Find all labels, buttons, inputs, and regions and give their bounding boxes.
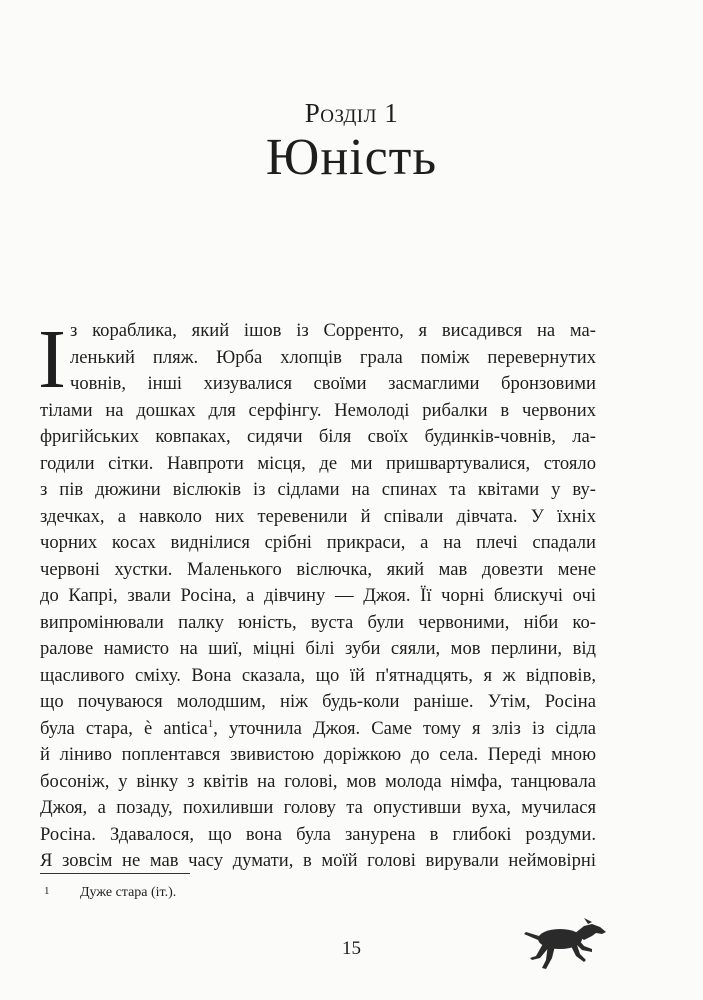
text-line: ленький пляж. Юрба хлопців грала поміж перевернутих — [70, 346, 596, 368]
text-line: з кораблика, який ішов із Сорренто, я висадився на ма- — [70, 320, 596, 341]
chapter-label: Розділ 1 — [304, 98, 399, 128]
text-fragment: була стара, è antica — [40, 717, 208, 739]
footnote-rule — [40, 873, 190, 874]
text-line: босоніж, у вінку з квітів на голові, мов молода німфа, танцювала — [40, 770, 596, 792]
text-line: Я зовсім не мав часу думати, в моїй голові вирували неймовірні — [40, 850, 596, 871]
page-number: 15 — [342, 938, 361, 959]
footnote-number: 1 — [44, 885, 50, 897]
text-line: здечках, а навколо них теревенили й співали дівчата. У їхніх — [40, 505, 596, 527]
footnote — [44, 885, 176, 901]
chapter-title: Юність — [265, 129, 438, 186]
text-line: тілами на дошках для серфінгу. Немолоді рибалки в червоних — [40, 399, 596, 421]
text-line: годили сітки. Навпроти місця, де ми пришвартувалися, стояло — [40, 452, 596, 474]
text-line: човнів, інші хизувалися своїми засмаглими бронзовими — [70, 373, 596, 394]
text-line: з пів дюжини віслюків із сідлами на спинах та квітами у ву- — [40, 479, 596, 500]
text-line: до Капрі, звали Росіна, а дівчину — Джоя. Її чорні блискучі очі — [40, 585, 596, 606]
dropcap: І — [38, 313, 66, 406]
text-line: що почуваюся молодшим, ніж будь-коли раніше. Утім, Росіна — [40, 691, 596, 712]
body-text — [38, 313, 596, 875]
running-dog-icon — [522, 912, 610, 974]
text-line: й ліниво поплентався звивистою доріжкою до села. Переді мною — [40, 744, 596, 765]
text-line: чорних косах виднілися срібні прикраси, а на плечі спадали — [40, 532, 596, 553]
text-line: ралове намисто на шиї, міцні білі зуби сяяли, мов перлини, від — [40, 638, 596, 659]
text-line: Росіна. Здавалося, що вона була занурена в глибокі роздуми. — [40, 823, 596, 845]
text-line: щасливого сміху. Вона сказала, що їй п'ятнадцять, я ж відповів, — [40, 664, 596, 686]
footnote-text: Дуже стара (іт.). — [80, 885, 177, 900]
text-fragment: , уточнила Джоя. Саме тому я зліз із сідла — [213, 717, 596, 739]
text-line — [40, 716, 596, 743]
text-line: фригійських ковпаках, сидячи біля своїх будинків-човнів, ла- — [40, 426, 596, 447]
text-line: червоні хустки. Маленького віслючка, який мав довезти мене — [40, 558, 596, 580]
text-line: Джоя, а позаду, похиливши голову та опустивши вуха, мучилася — [40, 797, 596, 818]
footnote-reference[interactable]: 1 — [207, 717, 214, 730]
text-line: випромінювали палку юність, вуста були червоними, ніби ко- — [40, 611, 596, 633]
